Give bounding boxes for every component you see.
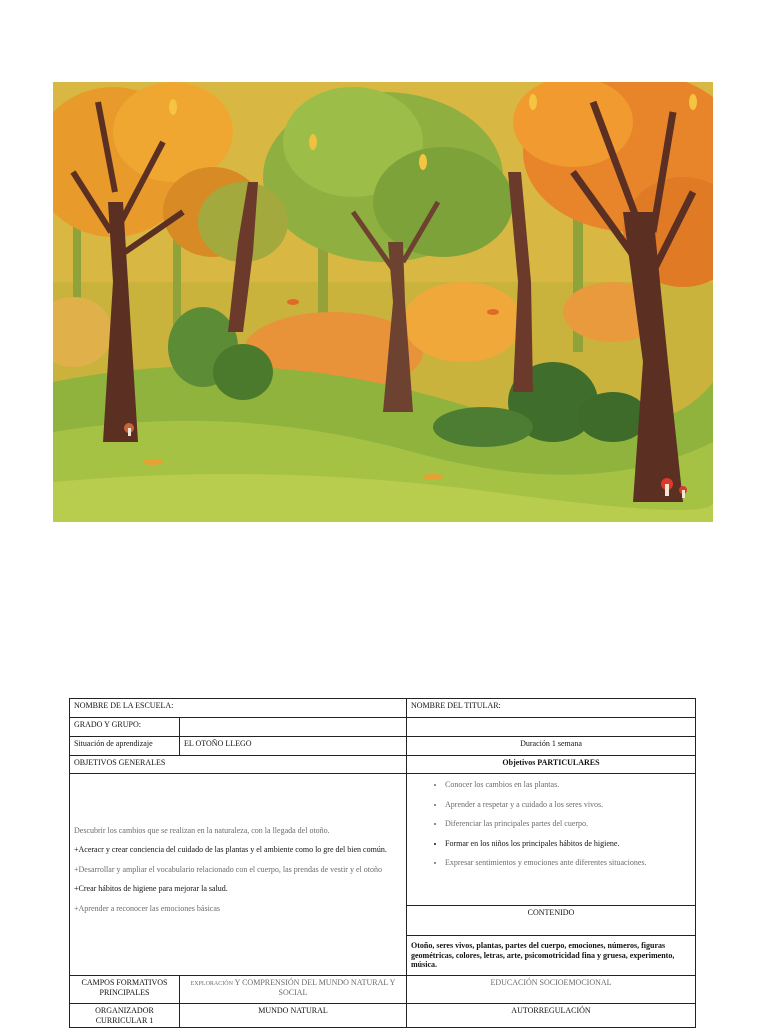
particular-objective-item: • Aprender a respetar y a cuidado a los seres vivos.: [445, 800, 691, 810]
organizer-label: ORGANIZADOR CURRICULAR 1: [70, 1004, 180, 1028]
general-objective-item: Descubrir los cambios que se realizan en la naturaleza, con la llegada del otoño.: [74, 825, 330, 835]
duration: Duración 1 semana: [407, 737, 696, 756]
planning-table: [69, 698, 696, 1028]
content-text: Otoño, seres vivos, plantas, partes del cuerpo, emociones, números, figuras geométricas, colores, letras, arte, psicomotricidad fina y gruesa, experimento, música.: [407, 936, 696, 976]
particular-objectives: [407, 774, 696, 906]
grade-extra: [407, 718, 696, 737]
grade-value: [180, 718, 407, 737]
particular-objective-item: • Expresar sentimientos y emociones ante diferentes situaciones.: [445, 858, 691, 868]
field-1-prefix: EXPLORACIÓN: [190, 981, 233, 987]
general-objectives: [70, 774, 407, 976]
organizer-1: MUNDO NATURAL: [180, 1004, 407, 1028]
field-1: [180, 976, 407, 1004]
particular-objective-item: • Formar en los niños los principales hábitos de higiene.: [445, 839, 691, 849]
field-1-rest: Y COMPRENSIÓN DEL MUNDO NATURAL Y SOCIAL: [234, 978, 396, 998]
school-name-label: NOMBRE DE LA ESCUELA:: [70, 699, 407, 718]
general-objective-item: +Aceracr y crear conciencia del cuidado de las plantas y el ambiente como lo gre del bien común.: [74, 845, 387, 855]
situation-value: EL OTOÑO LLEGO: [180, 737, 407, 756]
general-objective-item: +Aprender a reconocer las emociones básicas: [74, 903, 220, 913]
situation-label: Situación de aprendizaje: [70, 737, 180, 756]
organizer-2: AUTORREGULACIÓN: [407, 1004, 696, 1028]
titular-label: NOMBRE DEL TITULAR:: [407, 699, 696, 718]
fields-label: CAMPOS FORMATIVOS PRINCIPALES: [70, 976, 180, 1004]
grade-label: GRADO Y GRUPO:: [70, 718, 180, 737]
autumn-forest-illustration: [53, 82, 713, 522]
particular-objective-item: • Conocer los cambios en las plantas.: [445, 780, 691, 790]
general-objective-item: +Desarrollar y ampliar el vocabulario relacionado con el cuerpo, las prendas de vestir y el otoño: [74, 864, 382, 874]
general-objectives-label: OBJETIVOS GENERALES: [70, 756, 407, 774]
field-2: EDUCACIÓN SOCIOEMOCIONAL: [407, 976, 696, 1004]
particular-objectives-label: Objetivos PARTICULARES: [407, 756, 696, 774]
content-label: CONTENIDO: [407, 906, 696, 936]
particular-objective-item: • Diferenciar las principales partes del cuerpo.: [445, 819, 691, 829]
general-objective-item: +Crear hábitos de higiene para mejorar la salud.: [74, 884, 228, 894]
